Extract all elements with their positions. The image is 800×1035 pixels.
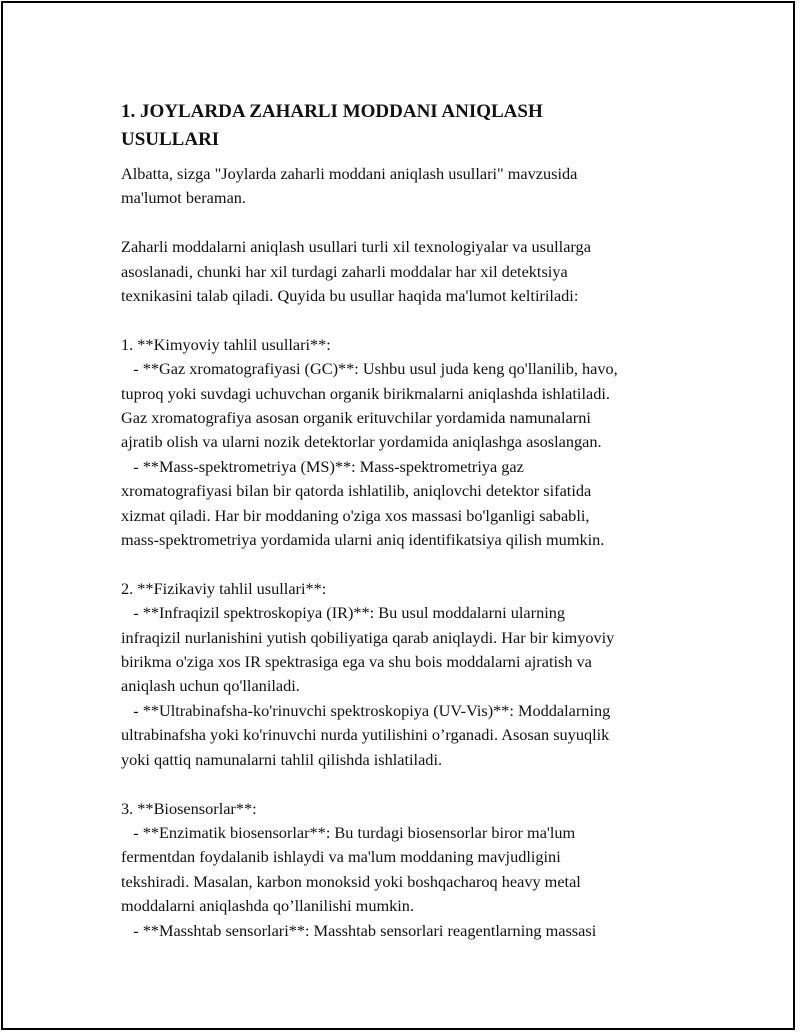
text-line: yoki qattiq namunalarni tahlil qilishda ishlatiladi. xyxy=(121,749,443,769)
text-line: birikma o'ziga xos IR spektrasiga ega va shu bois moddalarni ajratish va xyxy=(121,652,592,672)
section-biosensors xyxy=(121,797,701,943)
text-line: Gaz xromatografiya asosan organik erituvchilar yordamida namunalarni xyxy=(121,408,591,428)
text-line: 2. **Fizikaviy tahlil usullari**: xyxy=(121,578,327,598)
text-line: 1. **Kimyoviy tahlil usullari**: xyxy=(121,334,331,354)
text-line: aniqlash uchun qo'llaniladi. xyxy=(121,676,300,696)
document-page xyxy=(1,1,795,1030)
text-line: ultrabinafsha yoki ko'rinuvchi nurda yutilishini o’rganadi. Asosan suyuqlik xyxy=(121,725,610,745)
section-physical-analysis xyxy=(121,577,701,772)
text-line: infraqizil nurlanishini yutish qobiliyatiga qarab aniqlaydi. Har bir kimyoviy xyxy=(121,627,615,647)
title-line: USULLARI xyxy=(121,129,220,150)
title-line: 1. JOYLARDA ZAHARLI MODDANI ANIQLASH xyxy=(121,101,543,122)
paragraph-gap xyxy=(121,552,701,576)
text-line: 3. **Biosensorlar**: xyxy=(121,798,257,818)
text-line: texnikasini talab qiladi. Quyida bu usullar haqida ma'lumot keltiriladi: xyxy=(121,286,579,306)
paragraph-intro xyxy=(121,162,701,211)
text-line: tekshiradi. Masalan, karbon monoksid yoki boshqacharoq heavy metal xyxy=(121,871,581,891)
text-line: moddalarni aniqlashda qo’llanilishi mumkin. xyxy=(121,896,415,916)
paragraph-gap xyxy=(121,211,701,235)
document-body xyxy=(121,98,701,943)
text-line: xromatografiyasi bilan bir qatorda ishlatilib, aniqlovchi detektor sifatida xyxy=(121,481,592,501)
page-title xyxy=(121,98,701,154)
text-line: asoslanadi, chunki har xil turdagi zaharli moddalar har xil detektsiya xyxy=(121,261,568,281)
text-line: ajratib olish va ularni nozik detektorlar yordamida aniqlashga asoslangan. xyxy=(121,432,602,452)
text-line: - **Enzimatik biosensorlar**: Bu turdagi biosensorlar biror ma'lum xyxy=(121,822,576,842)
text-line: fermentdan foydalanib ishlaydi va ma'lum moddaning mavjudligini xyxy=(121,847,561,867)
text-line: - **Masshtab sensorlari**: Masshtab sensorlari reagentlarning massasi xyxy=(121,920,597,940)
text-line: - **Infraqizil spektroskopiya (IR)**: Bu usul moddalarni ularning xyxy=(121,603,566,623)
text-line: Albatta, sizga "Joylarda zaharli moddani aniqlash usullari" mavzusida xyxy=(121,164,578,183)
text-line: mass-spektrometriya yordamida ularni aniq identifikatsiya qilish mumkin. xyxy=(121,530,605,550)
paragraph-overview xyxy=(121,235,701,308)
paragraph-gap xyxy=(121,772,701,796)
text-line: ma'lumot beraman. xyxy=(121,188,247,208)
text-line: Zaharli moddalarni aniqlash usullari turli xil texnologiyalar va usullarga xyxy=(121,237,591,257)
text-line: - **Ultrabinafsha-ko'rinuvchi spektroskopiya (UV-Vis)**: Moddalarning xyxy=(121,700,611,720)
paragraph-gap xyxy=(121,308,701,332)
text-line: xizmat qiladi. Har bir moddaning o'ziga xos massasi bo'lganligi sababli, xyxy=(121,505,590,525)
text-line: tuproq yoki suvdagi uchuvchan organik birikmalarni aniqlashda ishlatiladi. xyxy=(121,383,610,403)
section-chemical-analysis xyxy=(121,333,701,553)
text-line: - **Gaz xromatografiyasi (GC)**: Ushbu usul juda keng qo'llanilib, havo, xyxy=(121,359,618,379)
text-line: - **Mass-spektrometriya (MS)**: Mass-spektrometriya gaz xyxy=(121,456,524,476)
